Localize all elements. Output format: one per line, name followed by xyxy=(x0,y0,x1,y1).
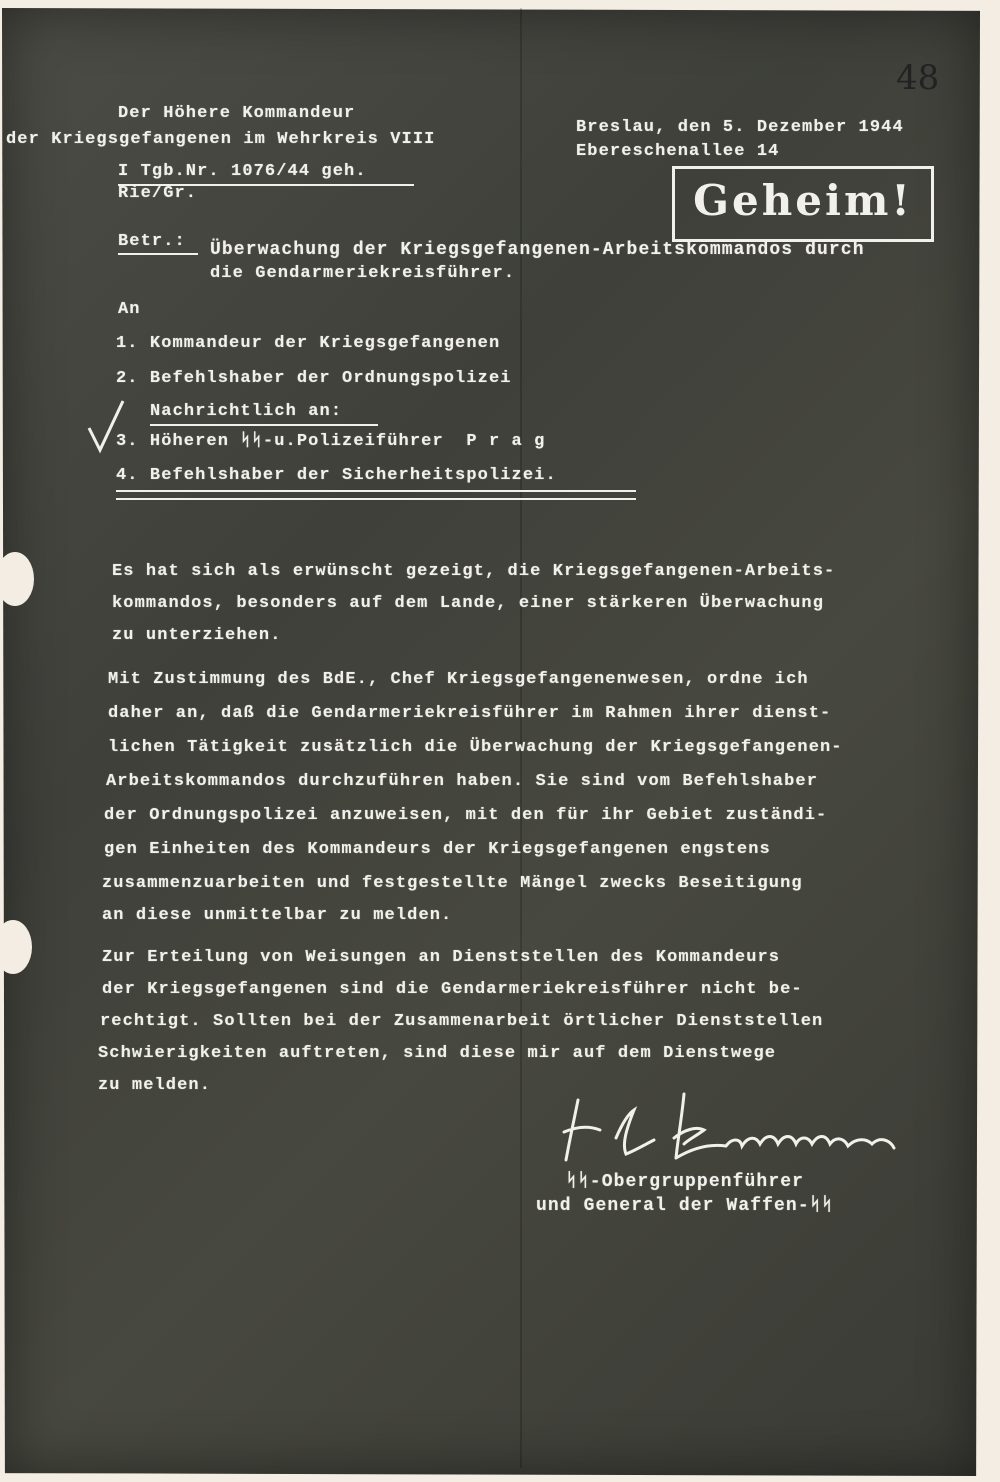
street-address: Ebereschenallee 14 xyxy=(576,142,780,161)
subject-prefix-underline xyxy=(118,253,198,255)
reference-number: I Tgb.Nr. 1076/44 geh. xyxy=(118,162,367,181)
author-initials: Rie/Gr. xyxy=(118,184,198,203)
secret-stamp xyxy=(672,166,934,242)
body-p2-line-1: Mit Zustimmung des BdE., Chef Kriegsgefangenenwesen, ordne ich xyxy=(108,670,809,689)
body-p2-line-2: daher an, daß die Gendarmeriekreisführer im Rahmen ihrer dienst- xyxy=(108,704,832,723)
signer-rank-line-1: ᛋᛋ-Obergruppenführer xyxy=(566,1172,805,1192)
cc-label: Nachrichtlich an: xyxy=(150,402,343,421)
subject-prefix: Betr.: xyxy=(118,232,186,251)
cc-underline xyxy=(150,424,378,426)
body-p3-line-3: rechtigt. Sollten bei der Zusammenarbeit örtlicher Dienststellen xyxy=(100,1012,824,1031)
recipient-4: 4. Befehlshaber der Sicherheitspolizei. xyxy=(116,466,557,485)
handwritten-signature xyxy=(556,1086,902,1170)
subject-line-2: die Gendarmeriekreisführer. xyxy=(210,264,516,283)
page-number: 48 xyxy=(896,58,940,98)
recipient-2: 2. Befehlshaber der Ordnungspolizei xyxy=(116,369,512,388)
body-p2-line-7: zusammenzuarbeiten und festgestellte Mängel zwecks Beseitigung xyxy=(102,874,803,893)
body-p3-line-4: Schwierigkeiten auftreten, sind diese mir auf dem Dienstwege xyxy=(98,1044,777,1063)
body-p2-line-8: an diese unmittelbar zu melden. xyxy=(102,906,453,925)
body-p1-line-2: kommandos, besonders auf dem Lande, einer stärkeren Überwachung xyxy=(112,594,825,613)
body-p2-line-5: der Ordnungspolizei anzuweisen, mit den für ihr Gebiet zuständi- xyxy=(104,806,828,825)
body-p2-line-6: gen Einheiten des Kommandeurs der Kriegsgefangenen engstens xyxy=(104,840,771,859)
body-p3-line-5: zu melden. xyxy=(98,1076,212,1095)
recipient-1: 1. Kommandeur der Kriegsgefangenen xyxy=(116,334,501,353)
body-p1-line-1: Es hat sich als erwünscht gezeigt, die Kriegsgefangenen-Arbeits- xyxy=(112,562,836,581)
body-p1-line-3: zu unterziehen. xyxy=(112,626,282,645)
recipients-underline-2 xyxy=(116,498,636,500)
recipients-underline-1 xyxy=(116,490,636,492)
body-p3-line-1: Zur Erteilung von Weisungen an Dienststellen des Kommandeurs xyxy=(102,948,781,967)
signer-rank-line-2: und General der Waffen-ᛋᛋ xyxy=(536,1196,834,1216)
body-p3-line-2: der Kriegsgefangenen sind die Gendarmeriekreisführer nicht be- xyxy=(102,980,803,999)
place-date: Breslau, den 5. Dezember 1944 xyxy=(576,118,904,137)
secret-stamp-label: Geheim! xyxy=(693,176,913,225)
recipient-3: 3. Höheren ᛋᛋ-u.Polizeiführer P r a g xyxy=(116,432,546,451)
sender-line-2: der Kriegsgefangenen im Wehrkreis VIII xyxy=(6,130,436,149)
subject-line-1: Überwachung der Kriegsgefangenen-Arbeitskommandos durch xyxy=(210,240,865,260)
sender-line-1: Der Höhere Kommandeur xyxy=(118,104,356,123)
body-p2-line-4: Arbeitskommandos durchzuführen haben. Sie sind vom Befehlshaber xyxy=(106,772,819,791)
recipients-heading: An xyxy=(118,300,141,319)
body-p2-line-3: lichen Tätigkeit zusätzlich die Überwachung der Kriegsgefangenen- xyxy=(108,738,843,757)
